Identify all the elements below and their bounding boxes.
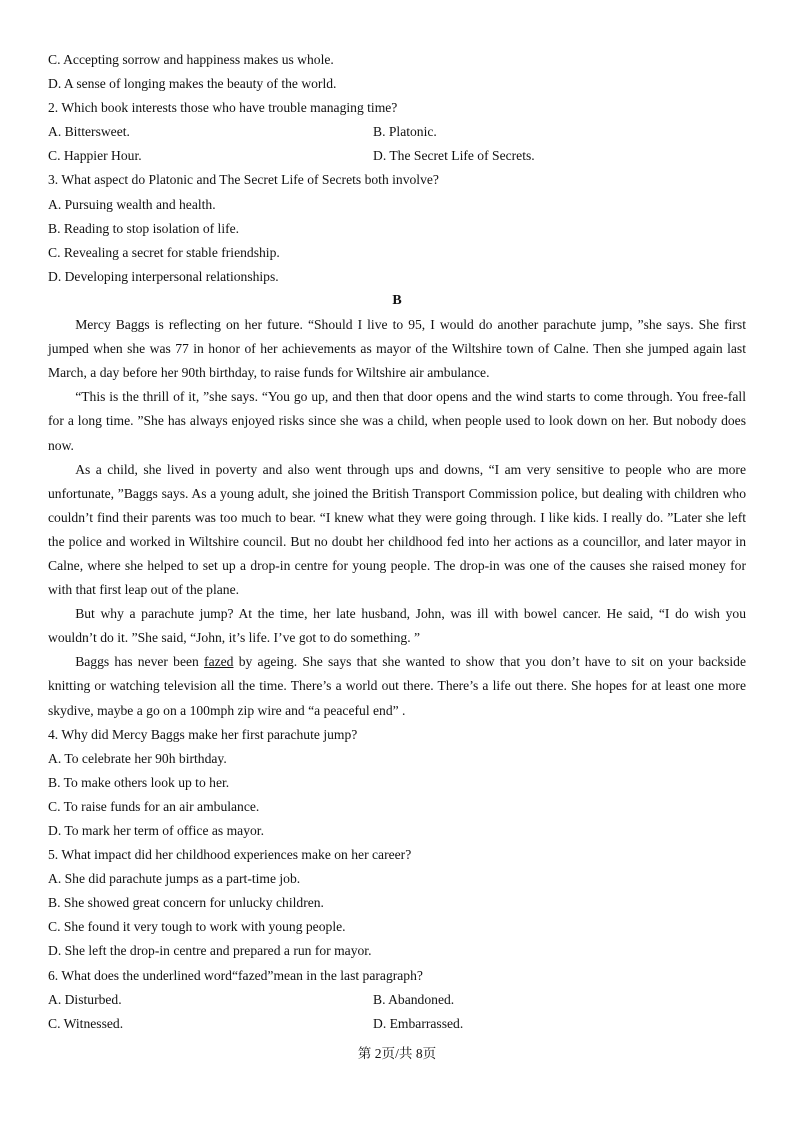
option-d: D. Embarrassed.	[373, 1015, 464, 1031]
text-run: Baggs has never been	[75, 654, 205, 670]
question-5-stem: 5. What impact did her childhood experiences make on her career?	[48, 847, 412, 863]
option-line: D. A sense of longing makes the beauty of the world.	[48, 76, 337, 92]
passage-paragraph: As a child, she lived in poverty and also went through ups and downs, “I am very sensitive to people who are more unfortunate, ”Baggs says. As a young adult, she joined the British Transport Commission police, but dealing with children who couldn’t find their parents was too much to bear. “I knew what they were going through. I like kids. I really do. ”Later she left the police and worked in Wiltshire council. But no doubt her childhood fed into her actions as a councillor, and later mayor in Calne, where she helped to set up a drop-in centre for young people. The drop-in was one of the causes she raised money for with that first leap out of the plane.	[48, 461, 746, 598]
question-2-stem: 2. Which book interests those who have trouble managing time?	[48, 100, 398, 116]
question-2-options-row-2	[48, 144, 746, 168]
option-b: B. She showed great concern for unlucky children.	[48, 895, 324, 911]
option-c: C. Revealing a secret for stable friendship.	[48, 244, 280, 260]
text-run: by ageing. She says that she wanted to show that you don’t have to sit on your backside knitting or watching television all the time. There’s a world out there. There’s a life out there. She hopes for at least one more skydive, maybe a go on a 100mph zip wire and “a peaceful end” .	[48, 654, 746, 718]
exam-page	[48, 48, 746, 1036]
question-6-options-row-1	[48, 988, 746, 1012]
passage-paragraph: But why a parachute jump? At the time, her late husband, John, was ill with bowel cancer. He said, “I do wish you wouldn’t do it. ”She said, “John, it’s life. I’ve got to do something. ”	[48, 606, 746, 646]
underlined-word: fazed	[204, 654, 234, 670]
option-d: D. To mark her term of office as mayor.	[48, 823, 264, 838]
option-a: A. Disturbed.	[48, 991, 122, 1007]
option-d: D. The Secret Life of Secrets.	[373, 148, 535, 164]
option-a: A. Bittersweet.	[48, 124, 130, 140]
option-a: A. To celebrate her 90h birthday.	[48, 750, 227, 766]
question-6-stem: 6. What does the underlined word“fazed”mean in the last paragraph?	[48, 967, 423, 983]
passage-paragraph: Mercy Baggs is reflecting on her future. “Should I live to 95, I would do another parachute jump, ”she says. She first jumped when she was 77 in honor of her achievements as mayor of the Wiltshire town of Calne. Then she jumped again last March, a day before her 90th birthday, to raise funds for Wiltshire air ambulance.	[48, 317, 746, 381]
option-b: B. Reading to stop isolation of life.	[48, 220, 240, 236]
option-b: B. Abandoned.	[373, 991, 455, 1007]
passage-paragraph	[48, 650, 746, 722]
option-a: A. Pursuing wealth and health.	[48, 196, 216, 212]
option-b: B. Platonic.	[373, 124, 437, 140]
option-c: C. She found it very tough to work with young people.	[48, 919, 346, 935]
question-6-options-row-2	[48, 1012, 746, 1036]
passage-paragraph: “This is the thrill of it, ”she says. “You go up, and then that door opens and the wind starts to come through. You free-fall for a long time. ”She has always enjoyed risks since she was a child, when people used to look down on her. But nobody does now.	[48, 389, 746, 453]
question-4-stem: 4. Why did Mercy Baggs make her first parachute jump?	[48, 726, 358, 742]
question-3-stem: 3. What aspect do Platonic and The Secret Life of Secrets both involve?	[48, 172, 439, 188]
option-c: C. Happier Hour.	[48, 148, 142, 164]
option-c: C. Witnessed.	[48, 1015, 124, 1031]
option-d: D. She left the drop-in centre and prepared a run for mayor.	[48, 943, 372, 959]
page-number: 第 2页/共 8页	[357, 1046, 437, 1061]
option-a: A. She did parachute jumps as a part-time job.	[48, 871, 301, 887]
option-c: C. To raise funds for an air ambulance.	[48, 798, 260, 814]
question-2-options-row-1	[48, 120, 746, 144]
option-b: B. To make others look up to her.	[48, 774, 230, 790]
option-d: D. Developing interpersonal relationships.	[48, 268, 279, 284]
section-heading: B	[392, 292, 402, 308]
option-line: C. Accepting sorrow and happiness makes us whole.	[48, 52, 334, 67]
